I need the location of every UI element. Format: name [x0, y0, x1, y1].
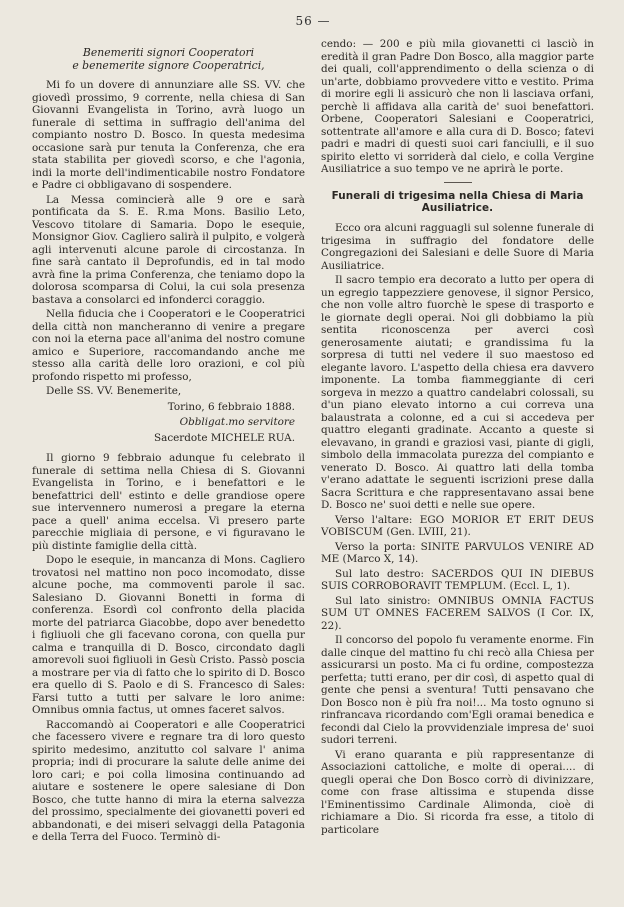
paragraph: Vi erano quaranta e più rappresentanze di Associazioni cattoliche, e molte di operai.... di quegli operai che Don Bosco corrò di divinizzare, come con frase altissima e stupenda disse l'Eminentissimo Cardinale Alimonda, cioè di richiamare a Dio. Si ricorda fra esse, a titolo di particolare [321, 748, 594, 836]
inscription: Verso la porta: SINITE PARVULOS VENIRE AD ME (Marco X, 14). [321, 540, 594, 565]
paragraph: Il sacro tempio era decorato a lutto per opera di un egregio tappezziere genovese, il signor Persico, che non volle altro fuorchè le spese di trasporto e le giornate degli operai. Noi gli dobbiamo la più sentita riconoscenza per averci così generosamente aiutati; e grandissima fu la sorpresa di tutti nel vedere il suo maestoso ed elegante lavoro. L'aspetto della chiesa era davvero imponente. La tomba fiammeggiante di ceri sorgeva in mezzo a quattro candelabri colossali, su d'un piano elevato intorno a cui correva una balaustrata a colonne, ed a cui si accedeva per quattro eleganti gradinate. Accanto a queste si elevavano, in grandi e graziosi vasi, piante di gigli, simbolo della immacolata purezza del compianto e venerato D. Bosco. Ai quattro lati della tomba v'erano adattate le seguenti iscrizioni prese dalla Sacra Scrittura e che rappresentavano assai bene D. Bosco ne' suoi detti e nelle sue opere. [321, 274, 594, 511]
salutation-line-1: Benemeriti signori Cooperatori [82, 46, 255, 59]
paragraph: Delle SS. VV. Benemerite, [46, 385, 182, 397]
salutation-line-2: e benemerite signore Cooperatrici, [72, 59, 265, 72]
paragraph: Raccomandò ai Cooperatori e alle Cooperatrici che facessero vivere e regnare tra di loro questo spirito medesimo, anzitutto col salvare l' anima propria; indi di procurare la salute delle anime dei loro cari; e poi colla limosina continuando ad aiutare e sostenere le opere salesiane di Don Bosco, che tutte hanno di mira la eterna salvezza del prossimo, specialmente dei giovanetti poveri ed abbandonati, e dei miseri selvaggi della Patagonia e della Terra del Fuoco. Terminò di- [32, 718, 305, 843]
signature: Sacerdote MICHELE RUA. [154, 431, 295, 444]
inscription: Sul lato destro: SACERDOS QUI IN DIEBUS SUIS CORROBORAVIT TEMPLUM. (Eccl. L, 1). [321, 567, 594, 592]
section-divider [444, 182, 472, 184]
paragraph: cendo: — 200 e più mila giovanetti ci lasciò in eredità il gran Padre Don Bosco, alla maggior parte dei quali, coll'apprendimento o della scienza o di un'arte, dobbiamo provvedere vitto e vestito. Prima di morire egli li assicurò che non li lasciava orfani, perchè li affidava alla carità de' suoi benefattori. Orbene, Cooperatori Salesiani e Cooperatrici, sottentrate all'amore e alla cura di D. Bosco; fatevi padri e madri di questi suoi cari fanciulli, e il suo spirito eletto vi sorriderà dal cielo, e colla Vergine Ausiliatrice a suo tempo ve ne aprirà le porte. [321, 38, 594, 175]
page-number: 56 — [295, 14, 331, 28]
right-column [321, 38, 594, 898]
salutation [32, 46, 305, 72]
paragraph: Dopo le esequie, in mancanza di Mons. Cagliero trovatosi nel mattino non poco incomodato, disse alcune poche, ma commoventi parole il sac. Salesiano D. Giovanni Bonetti in forma di conferenza. Esordì col confronto della placida morte del patriarca Giacobbe, dopo aver benedetto i figliuoli che gli facevano corona, con quella pur calma e tranquilla di D. Bosco, circondato dagli amorevoli suoi figliuoli in Gesù Cristo. Passò poscia a mostrare per via di fatto che lo spirito di D. Bosco era quello di S. Paolo e di S. Francesco di Sales: Farsi tutto a tutti per salvare le loro anime: Omnibus omnia factus, ut omnes faceret salvos. [32, 554, 305, 716]
inscription: Sul lato sinistro: OMNIBUS OMNIA FACTUS SUM UT OMNES FACEREM SALVOS (I Cor. IX, 22). [321, 594, 594, 632]
section-heading: Funerali di trigesima nella Chiesa di Maria Ausiliatrice. [331, 190, 584, 214]
paragraph: Ecco ora alcuni ragguagli sul solenne funerale di trigesima in suffragio del fondatore delle Congregazioni dei Salesiani e delle Suore di Maria Ausiliatrice. [321, 222, 594, 272]
paragraph: Nella fiducia che i Cooperatori e le Cooperatrici della città non mancheranno di venire a pregare con noi la eterna pace all'anima del nostro comune amico e Superiore, raccomandando anche me stesso alla carità delle loro orazioni, e col più profondo rispetto mi professo, [32, 308, 305, 383]
paragraph: Il concorso del popolo fu veramente enorme. Fin dalle cinque del mattino fu chi recò alla Chiesa per assicurarsi un posto. Ma ci fu ordine, compostezza perfetta; tutti erano, per dir così, di aspetto qual di gente che pensi a sventura! Tutti pensavano che Don Bosco non è più fra noi!... Ma tosto ognuno si rinfrancava ricordando com'Egli oramai benedica e fecondi dal Cielo la provvidenziale impresa de' suoi sudori terreni. [321, 634, 594, 746]
paragraph: La Messa comincierà alle 9 ore e sarà pontificata da S. E. R.ma Mons. Basilio Leto, Vescovo titolare di Samaria. Dopo le esequie, Monsignor Giov. Cagliero salirà il pulpito, e volgerà agli intervenuti alcune parole di circostanza. In fine sarà cantato il Deprofundis, ed in tal modo avrà fine la prima Conferenza, che teniamo dopo la dolorosa scomparsa di Colui, la cui sola presenza bastava a consolarci ed infonderci coraggio. [32, 193, 305, 306]
inscription: Verso l'altare: EGO MORIOR ET ERIT DEUS VOBISCUM (Gen. LVIII, 21). [321, 513, 594, 538]
paragraph: Il giorno 9 febbraio adunque fu celebrato il funerale di settima nella Chiesa di S. Giovanni Evangelista in Torino, e i benefattori e le benefattrici dell' estinto e delle grandiose opere sue intervennero numerosi a pregare la eterna pace a quell' anima eccelsa. Vi presero parte parecchie migliaia di persone, e vi figuravano le più distinte famiglie della città. [32, 452, 305, 552]
text-columns [32, 38, 594, 898]
left-column [32, 38, 305, 898]
place-date: Torino, 6 febbraio 1888. [167, 400, 295, 413]
paragraph: Mi fo un dovere di annunziare alle SS. VV. che giovedì prossimo, 9 corrente, nella chiesa di San Giovanni Evangelista in Torino, avrà luogo un funerale di settima in suffragio dell'anima del compianto nostro D. Bosco. In questa medesima occasione sarà pur tenuta la Conferenza, che era stata stabilita per giovedì scorso, e che l'agonia, indi la morte dell'indimenticabile nostro Fondatore e Padre ci obbligavano di sospendere. [32, 79, 305, 191]
closing: Obbligat.mo servitore [179, 416, 295, 428]
